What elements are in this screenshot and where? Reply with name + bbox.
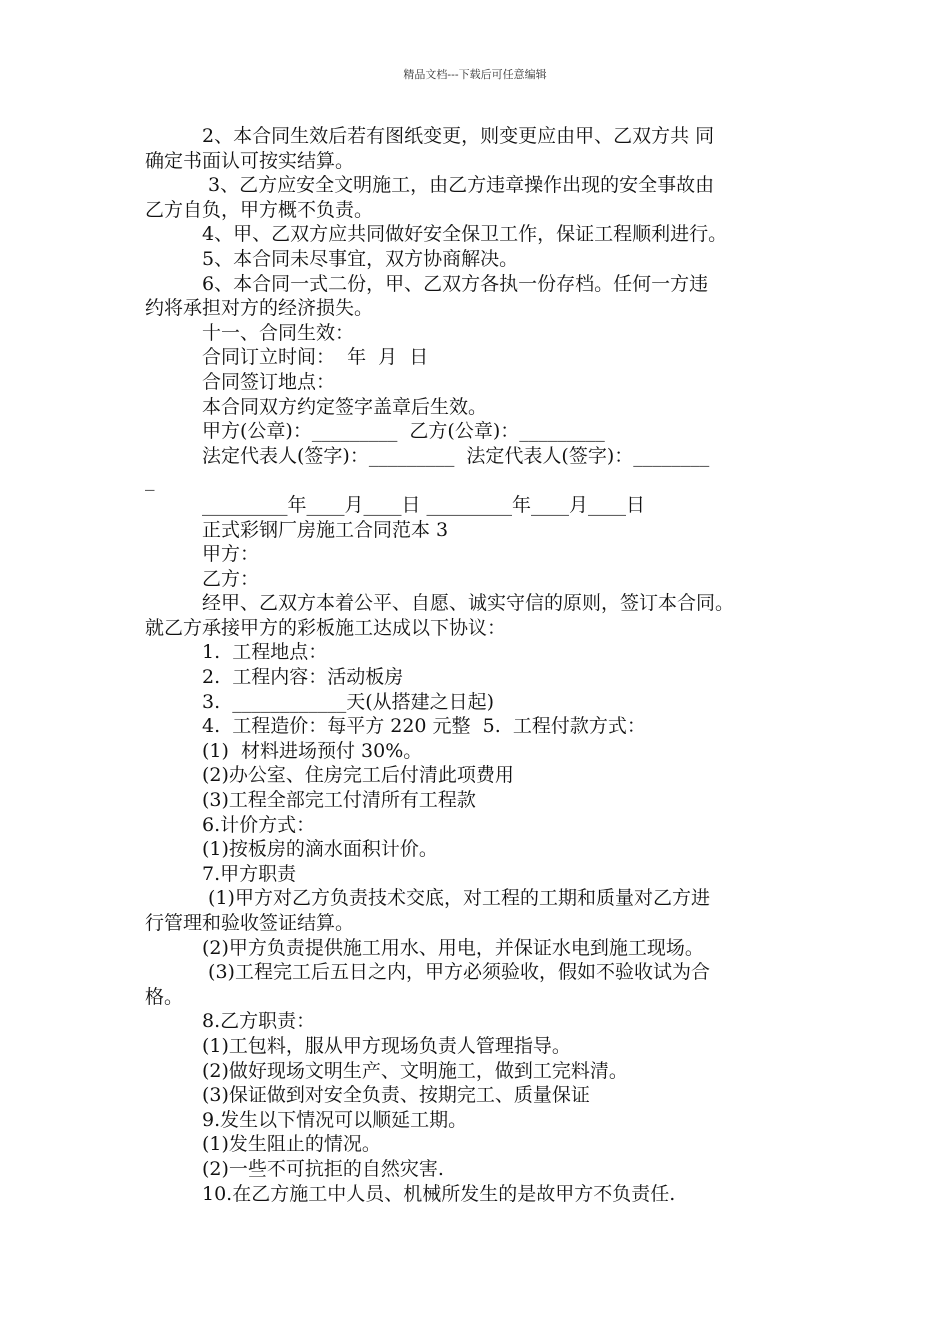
paragraph-line: 经甲、乙双方本着公平、自愿、诚实守信的原则，签订本合同。	[202, 592, 735, 615]
paragraph-line: 4. 工程造价：每平方 220 元整 5. 工程付款方式：	[202, 715, 646, 738]
document-body	[145, 124, 817, 1206]
paragraph-line: 法定代表人(签字)：_________ 法定代表人(签字)：________	[202, 444, 710, 467]
paragraph-line: 3. ____________天(从搭建之日起)	[202, 690, 495, 713]
paragraph-line: 4、甲、乙双方应共同做好安全保卫工作，保证工程顺利进行。	[202, 223, 728, 246]
paragraph-line: 6、本合同一式二份，甲、乙双方各执一份存档。任何一方违	[202, 272, 709, 295]
paragraph-line: (3)工程全部完工付清所有工程款	[202, 789, 476, 812]
paragraph-line: (1) 材料进场预付 30%。	[202, 739, 423, 762]
paragraph-line: (2)甲方负责提供施工用水、用电，并保证水电到施工现场。	[202, 936, 704, 959]
paragraph-line: 10.在乙方施工中人员、机械所发生的是故甲方不负责任.	[202, 1182, 676, 1205]
paragraph-line: (1)甲方对乙方负责技术交底，对工程的工期和质量对乙方进	[202, 887, 710, 910]
paragraph-line: 乙方：	[202, 567, 260, 590]
paragraph-line: _	[145, 469, 155, 492]
paragraph-line: (2)办公室、住房完工后付清此项费用	[202, 764, 514, 787]
paragraph-line: 格。	[145, 985, 184, 1008]
paragraph-line: 甲方：	[202, 543, 260, 566]
paragraph-line: (2)做好现场文明生产、文明施工，做到工完料清。	[202, 1059, 628, 1082]
paragraph-line: 正式彩钢厂房施工合同范本 3	[202, 518, 449, 541]
paragraph-line: (2)一些不可抗拒的自然灾害.	[202, 1157, 444, 1180]
page-header: 精品文档---下载后可任意编辑	[403, 68, 547, 81]
paragraph-line: (3)保证做到对安全负责、按期完工、质量保证	[202, 1084, 590, 1107]
paragraph-line: 本合同双方约定签字盖章后生效。	[202, 395, 488, 418]
paragraph-line: 9.发生以下情况可以顺延工期。	[202, 1108, 468, 1131]
paragraph-line: 5、本合同未尽事宜，双方协商解决。	[202, 247, 519, 270]
paragraph-line: (1)发生阻止的情况。	[202, 1133, 381, 1156]
paragraph-line: 2、本合同生效后若有图纸变更，则变更应由甲、乙双方共 同	[202, 125, 715, 147]
paragraph-line: (1)工包料，服从甲方现场负责人管理指导。	[202, 1034, 571, 1057]
paragraph-line: 8.乙方职责：	[202, 1010, 316, 1033]
paragraph-line: (1)按板房的滴水面积计价。	[202, 838, 438, 861]
paragraph-line: 乙方自负，甲方概不负责。	[145, 198, 374, 221]
paragraph-line: 甲方(公章)：_________ 乙方(公章)：_________	[202, 420, 605, 443]
paragraph-line: 约将承担对方的经济损失。	[145, 297, 374, 320]
paragraph-line: 7.甲方职责	[202, 862, 297, 885]
paragraph-line: 十一、合同生效：	[202, 321, 355, 344]
paragraph-line: 合同订立时间： 年 月 日	[202, 346, 429, 369]
paragraph-line: 1. 工程地点：	[202, 641, 328, 664]
paragraph-line: 6.计价方式：	[202, 813, 316, 836]
paragraph-line: _________年____月____日 _________年____月____日	[202, 493, 646, 516]
paragraph-line: 行管理和验收签证结算。	[145, 912, 355, 934]
paragraph-line: 确定书面认可按实结算。	[145, 149, 355, 172]
paragraph-line: 3、乙方应安全文明施工，由乙方违章操作出现的安全事故由	[202, 174, 715, 197]
paragraph-line: 就乙方承接甲方的彩板施工达成以下协议：	[145, 616, 507, 639]
paragraph-line: 合同签订地点：	[202, 370, 336, 393]
paragraph-line: 2. 工程内容：活动板房	[202, 666, 404, 689]
paragraph-line: (3)工程完工后五日之内，甲方必须验收，假如不验收试为合	[202, 961, 710, 984]
